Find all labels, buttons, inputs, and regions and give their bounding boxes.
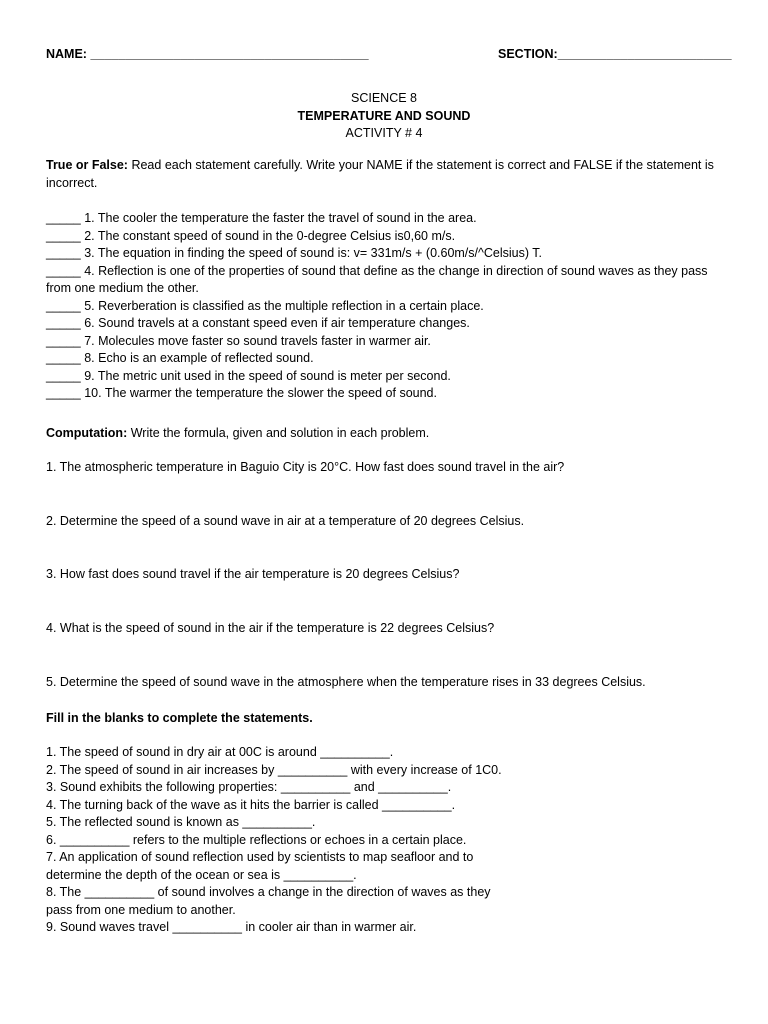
fill-blank-item: pass from one medium to another. bbox=[46, 902, 236, 917]
fill-blank-item: 9. Sound waves travel __________ in cooler air than in warmer air. bbox=[46, 920, 417, 934]
fill-blank-item: 2. The speed of sound in air increases by __________ with every increase of 1C0. bbox=[46, 762, 502, 777]
true-false-item: _____ 8. Echo is an example of reflected sound. bbox=[46, 351, 314, 365]
true-false-list bbox=[46, 210, 726, 403]
computation-instructions-text: Write the formula, given and solution in each problem. bbox=[127, 426, 430, 440]
fill-blank-item: 3. Sound exhibits the following properties: __________ and __________. bbox=[46, 780, 452, 794]
fill-blank-item: 1. The speed of sound in dry air at 00C is around __________. bbox=[46, 745, 394, 759]
fill-blank-item: 4. The turning back of the wave as it hits the barrier is called __________. bbox=[46, 797, 456, 812]
true-false-instructions bbox=[46, 157, 726, 192]
computation-problem: 3. How fast does sound travel if the air temperature is 20 degrees Celsius? bbox=[46, 567, 460, 581]
fill-blanks-heading: Fill in the blanks to complete the statements. bbox=[46, 711, 313, 725]
true-false-item: _____ 7. Molecules move faster so sound travels faster in warmer air. bbox=[46, 333, 431, 348]
activity-title: ACTIVITY # 4 bbox=[345, 126, 423, 140]
topic-title: TEMPERATURE AND SOUND bbox=[297, 109, 471, 123]
computation-heading: Computation: bbox=[46, 426, 128, 440]
fill-blank-item: 5. The reflected sound is known as __________. bbox=[46, 815, 316, 829]
true-false-item: _____ 1. The cooler the temperature the faster the travel of sound in the area. bbox=[46, 211, 477, 225]
fill-blanks-list bbox=[46, 744, 726, 937]
fill-blank-item: 8. The __________ of sound involves a change in the direction of waves as they bbox=[46, 885, 491, 899]
true-false-item: _____ 6. Sound travels at a constant speed even if air temperature changes. bbox=[46, 316, 470, 330]
fill-blank-item: 7. An application of sound reflection used by scientists to map seafloor and to bbox=[46, 850, 474, 864]
true-false-item: _____ 9. The metric unit used in the speed of sound is meter per second. bbox=[46, 368, 451, 383]
true-false-heading: True or False: bbox=[46, 158, 128, 172]
computation-problem: 4. What is the speed of sound in the air if the temperature is 22 degrees Celsius? bbox=[46, 621, 495, 635]
computation-problem: 2. Determine the speed of a sound wave in air at a temperature of 20 degrees Celsius. bbox=[46, 514, 525, 528]
computation-problem: 1. The atmospheric temperature in Baguio City is 20°C. How fast does sound travel in the air? bbox=[46, 460, 565, 474]
true-false-item: _____ 2. The constant speed of sound in the 0-degree Celsius is0,60 m/s. bbox=[46, 228, 456, 243]
true-false-item: _____ 3. The equation in finding the speed of sound is: v= 331m/s + (0.60m/s/^Celsius) T. bbox=[46, 246, 542, 260]
header-row bbox=[46, 46, 732, 64]
computation-problem: 5. Determine the speed of sound wave in the atmosphere when the temperature rises in 33 degrees Celsius. bbox=[46, 675, 646, 689]
computation-instructions bbox=[46, 425, 726, 443]
fill-blank-item: 6. __________ refers to the multiple reflections or echoes in a certain place. bbox=[46, 832, 467, 847]
true-false-item: _____ 5. Reverberation is classified as the multiple reflection in a certain place. bbox=[46, 298, 484, 313]
true-false-item: _____ 10. The warmer the temperature the slower the speed of sound. bbox=[46, 386, 437, 400]
true-false-item: _____ 4. Reflection is one of the properties of sound that define as the change in direction of sound waves as they pass from one medium the other. bbox=[46, 263, 708, 295]
section-field-label: SECTION:_________________________ bbox=[498, 47, 732, 61]
fill-blank-item: determine the depth of the ocean or sea is __________. bbox=[46, 867, 357, 882]
true-false-instructions-text: Read each statement carefully. Write your NAME if the statement is correct and FALSE if the statement is incorrect. bbox=[46, 158, 714, 190]
subject-title: SCIENCE 8 bbox=[351, 91, 417, 105]
name-field-label: NAME: ________________________________________ bbox=[46, 47, 369, 61]
